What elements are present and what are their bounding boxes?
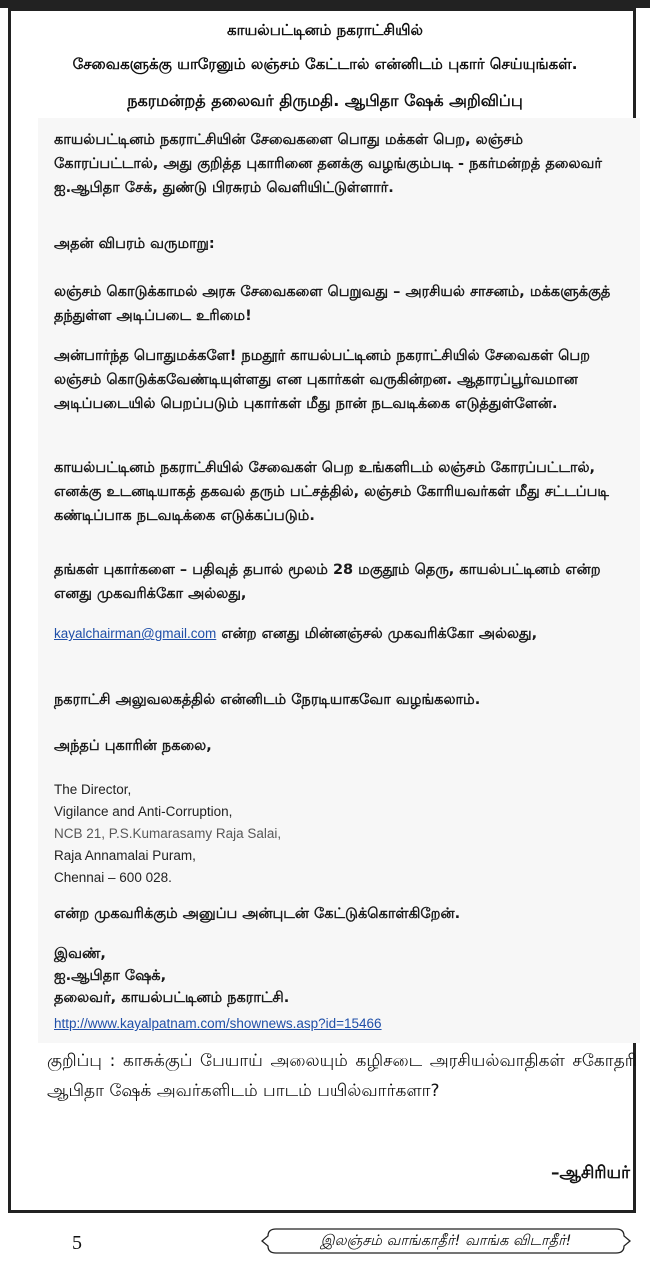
page-number: 5 — [72, 1232, 82, 1254]
email-paragraph — [54, 622, 624, 646]
action-paragraph: காயல்பட்டினம் நகராட்சியில் சேவைகள் பெற உங்களிடம் லஞ்சம் கோரப்பட்டால், எனக்கு உடனடியாகத் தகவல் தரும் பட்சத்தில், லஞ்சம் கோரியவர்கள் மீது சட்டப்படி கண்டிப்பாக நடவடிக்கை எடுக்கப்படும். — [54, 460, 609, 524]
email-suffix: என்ற எனது மின்னஞ்சல் முகவரிக்கோ அல்லது, — [216, 626, 538, 642]
address-line: Chennai – 600 028. — [54, 870, 172, 885]
details-heading: அதன் விபரம் வருமாறு: — [54, 236, 215, 252]
office-paragraph: நகராட்சி அலுவலகத்தில் என்னிடம் நேரடியாகவோ வழங்கலாம். — [54, 692, 481, 708]
address-line: Vigilance and Anti-Corruption, — [54, 804, 233, 819]
appeal-paragraph: அன்பார்ந்த பொதுமக்களே! நமதூர் காயல்பட்டினம் நகராட்சியில் சேவைகள் பெற லஞ்சம் கொடுக்கவேண்டியுள்ளது என புகார்கள் வருகின்றன. ஆதாரப்பூர்வமான அடிப்படையில் பெறப்படும் புகார்கள் மீது நான் நடவடிக்கை எடுத்துள்ளேன். — [54, 348, 591, 412]
request-line: என்ற முகவரிக்கும் அனுப்ப அன்புடன் கேட்டுக்கொள்கிறேன். — [54, 906, 461, 922]
editor-note: குறிப்பு : காசுக்குப் பேயாய் அலையும் கழிசடை அரசியல்வாதிகள் சகோதரி ஆபிதா ஷேக் அவர்களிடம் பாடம் பயில்வார்களா? — [47, 1051, 637, 1101]
footer-slogan: இலஞ்சம் வாங்காதீர்! வாங்க விடாதீர்! — [320, 1233, 572, 1249]
address-line: NCB 21, P.S.Kumarasamy Raja Salai, — [54, 826, 282, 841]
signoff-title: தலைவர், காயல்பட்டினம் நகராட்சி. — [54, 990, 290, 1006]
address-line: The Director, — [54, 782, 132, 797]
address-line: Raja Annamalai Puram, — [54, 848, 196, 863]
post-address-paragraph: தங்கள் புகார்களை – பதிவுத் தபால் மூலம் 28 மகுதூம் தெரு, காயல்பட்டினம் என்ற எனது முகவரிக்கோ அல்லது, — [54, 562, 601, 602]
copy-line: அந்தப் புகாரின் நகலை, — [54, 738, 212, 754]
intro-paragraph: காயல்பட்டினம் நகராட்சியின் சேவைகளை பொது மக்கள் பெற, லஞ்சம் கோரப்பட்டால், அது குறித்த புகாரினை தனக்கு வழங்கும்படி - நகர்மன்றத் தலைவர் ஐ.ஆபிதா சேக், துண்டு பிரசுரம் வெளியிட்டுள்ளார். — [54, 132, 603, 196]
signoff-name: ஐ.ஆபிதா ஷேக், — [54, 968, 167, 984]
email-link[interactable]: kayalchairman@gmail.com — [54, 626, 217, 641]
headline-line-3: நகரமன்றத் தலைவர் திருமதி. ஆபிதா ஷேக் அறிவிப்பு — [127, 91, 523, 110]
top-border-bar — [0, 0, 650, 8]
right-statement: லஞ்சம் கொடுக்காமல் அரசு சேவைகளை பெறுவது – அரசியல் சாசனம், மக்களுக்குத் தந்துள்ள அடிப்படை உரிமை! — [54, 284, 611, 324]
source-link-row — [54, 1012, 624, 1036]
source-url-link[interactable]: http://www.kayalpatnam.com/shownews.asp?id=15466 — [54, 1016, 382, 1031]
editor-signature: –ஆசிரியர் — [550, 1163, 630, 1183]
signoff-line: இவண், — [54, 946, 106, 962]
footer-slogan-box — [260, 1226, 632, 1256]
headline-line-2: சேவைகளுக்கு யாரேனும் லஞ்சம் கேட்டால் என்னிடம் புகார் செய்யுங்கள். — [72, 55, 578, 73]
headline-line-1: காயல்பட்டினம் நகராட்சியில் — [227, 21, 423, 39]
